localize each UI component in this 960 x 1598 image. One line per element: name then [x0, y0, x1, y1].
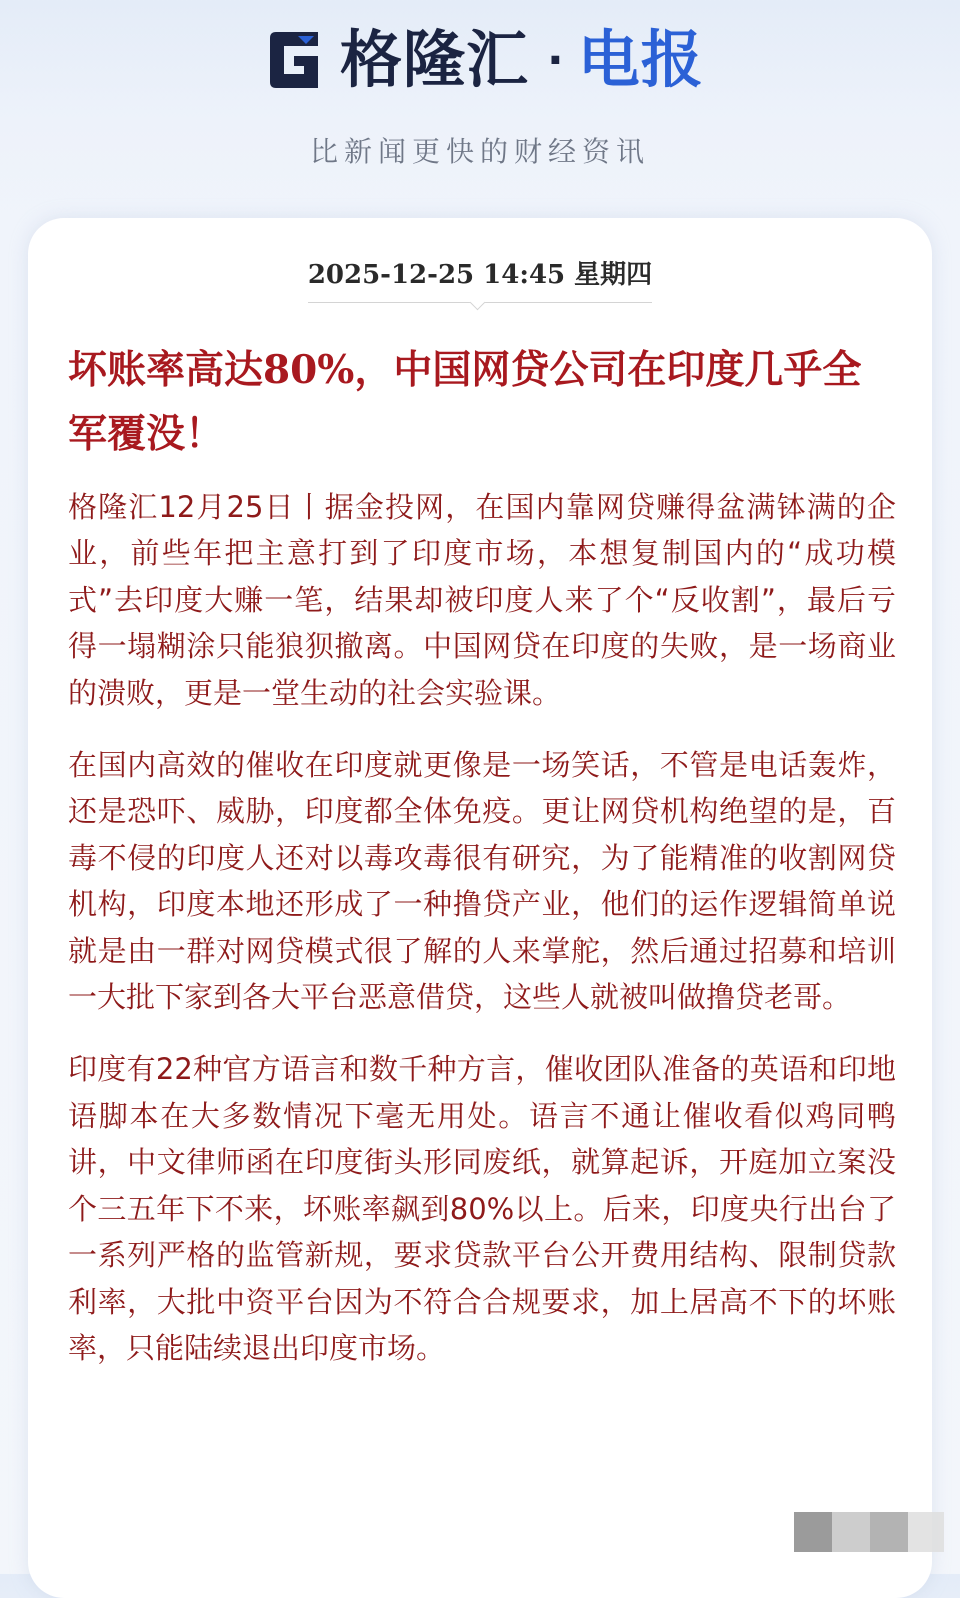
- gelonghui-logo-icon: [262, 28, 326, 92]
- watermark-block: [908, 1512, 944, 1552]
- brand-separator: ·: [547, 34, 564, 86]
- article-body: [68, 484, 896, 1397]
- article-paragraph: 在国内高效的催收在印度就更像是一场笑话，不管是电话轰炸，还是恐吓、威胁，印度都全体免疫。更让网贷机构绝望的是，百毒不侵的印度人还对以毒攻毒很有研究，为了能精准的收割网贷机构，印度本地还形成了一种撸贷产业，他们的运作逻辑简单说就是由一群对网贷模式很了解的人来掌舵，然后通过招募和培训一大批下家到各大平台恶意借贷，这些人就被叫做撸贷老哥。: [68, 748, 896, 1015]
- article-card: [28, 218, 932, 1598]
- watermark-mosaic: [794, 1512, 944, 1552]
- tagline: 比新闻更快的财经资讯: [309, 135, 650, 168]
- brand-sub-title: 电报: [577, 23, 704, 96]
- watermark-block: [870, 1512, 908, 1552]
- publish-datetime: 2025-12-25 14:45 星期四: [307, 260, 653, 290]
- article-headline: 坏账率高达80%，中国网贷公司在印度几乎全军覆没！: [68, 347, 862, 457]
- watermark-block: [832, 1512, 870, 1552]
- brand-name: 格隆汇: [340, 23, 530, 96]
- brand-lockup: [262, 24, 704, 96]
- header: [0, 0, 960, 215]
- article-paragraph: 印度有22种官方语言和数千种方言，催收团队准备的英语和印地语脚本在大多数情况下毫无用处。语言不通让催收看似鸡同鸭讲，中文律师函在印度街头形同废纸，就算起诉，开庭加立案没个三五年下不来，坏账率飙到80%以上。后来，印度央行出台了一系列严格的监管新规，要求贷款平台公开费用结构、限制贷款利率，大批中资平台因为不符合合规要求，加上居高不下的坏账率，只能陆续退出印度市场。: [68, 1052, 896, 1365]
- article-paragraph: 格隆汇12月25日丨据金投网，在国内靠网贷赚得盆满钵满的企业，前些年把主意打到了印度市场，本想复制国内的“成功模式”去印度大赚一笔，结果却被印度人来了个“反收割”，最后亏得一塌糊涂只能狼狈撤离。中国网贷在印度的失败，是一场商业的溃败，更是一堂生动的社会实验课。: [68, 490, 896, 710]
- watermark-block: [794, 1512, 832, 1552]
- date-divider-notch: [470, 295, 486, 311]
